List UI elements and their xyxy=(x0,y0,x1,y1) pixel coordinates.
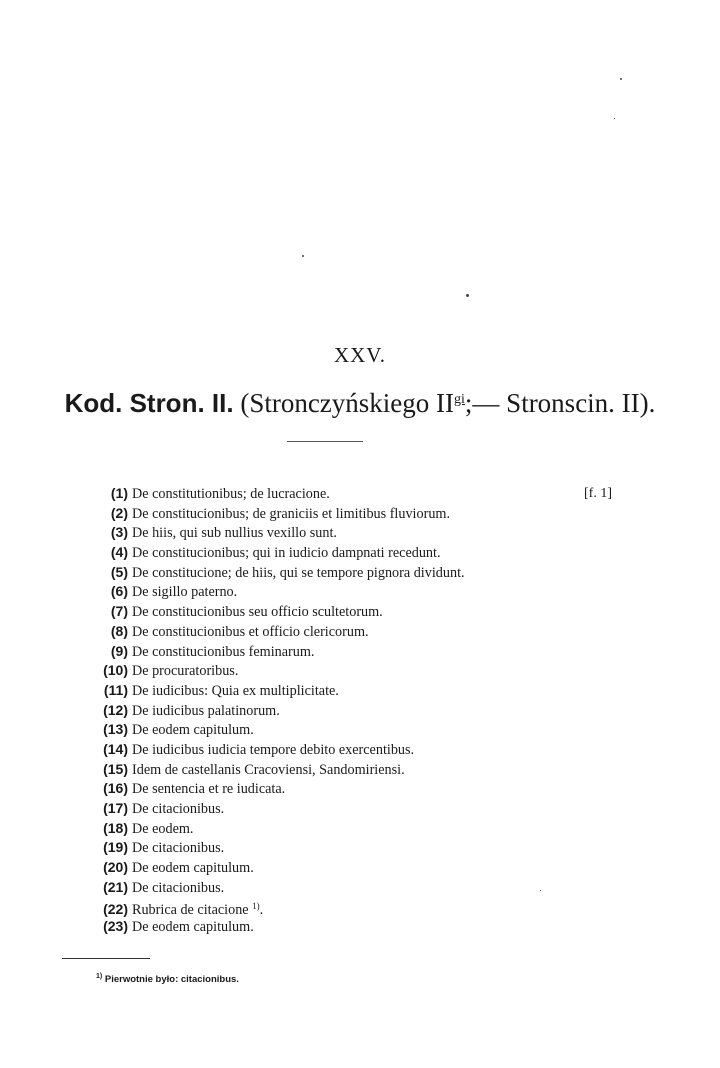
entry-title: De eodem capitulum. xyxy=(132,919,254,936)
entry-number: (10) xyxy=(103,662,128,679)
entry-text xyxy=(132,623,369,643)
entry-text xyxy=(132,643,314,663)
entry-title: De constitucionibus feminarum. xyxy=(132,643,315,660)
entry-text xyxy=(132,603,383,623)
entry-number: (21) xyxy=(103,878,128,895)
toc-entry xyxy=(84,760,604,780)
entry-title: Rubrica de citacione xyxy=(132,902,249,919)
toc-entry xyxy=(84,582,604,602)
entry-title: De procuratoribus. xyxy=(132,663,239,680)
entry-title: De constitucionibus; de graniciis et limitibus fluviorum. xyxy=(132,505,450,522)
entry-text xyxy=(132,524,337,544)
entry-text xyxy=(132,859,254,879)
entry-text xyxy=(132,879,224,899)
entry-number: (17) xyxy=(103,800,128,816)
entry-number: (12) xyxy=(103,701,128,718)
toc-entry xyxy=(84,661,604,681)
toc-entry xyxy=(84,484,612,504)
table-of-contents xyxy=(84,484,612,937)
entry-number: (1) xyxy=(110,485,128,501)
entry-title: De sentencia et re iudicata. xyxy=(132,781,286,798)
entry-title: De eodem capitulum. xyxy=(132,722,254,739)
toc-entry xyxy=(84,779,604,799)
footnote xyxy=(96,973,239,985)
folio-marker: [f. 1] xyxy=(584,486,612,501)
entry-title: De citacionibus. xyxy=(132,801,225,817)
footnote-reference: 1) xyxy=(252,901,260,912)
entry-number: (16) xyxy=(103,780,128,797)
entry-number: (2) xyxy=(110,504,128,521)
entry-text xyxy=(132,583,237,603)
entry-text xyxy=(132,741,414,761)
toc-entry xyxy=(84,917,604,937)
entry-title: De citacionibus. xyxy=(132,840,225,857)
entry-title: De constitucione; de hiis, qui se tempore pignora dividunt. xyxy=(132,564,465,581)
entry-title: De hiis, qui sub nullius vexillo sunt. xyxy=(132,525,337,542)
toc-entry xyxy=(84,897,604,917)
entry-number: (19) xyxy=(103,839,128,856)
entry-title: De iudicibus palatinorum. xyxy=(132,702,280,719)
entry-number: (6) xyxy=(110,583,128,600)
entry-title: De constitucionibus et officio clericorum. xyxy=(132,623,369,640)
entry-number: (11) xyxy=(103,681,128,698)
entry-text xyxy=(132,820,193,840)
entry-tail: . xyxy=(259,902,264,919)
entry-text xyxy=(132,505,450,525)
entry-text xyxy=(132,800,224,820)
entry-text xyxy=(132,662,238,682)
entry-text xyxy=(132,564,465,584)
toc-entry xyxy=(84,819,604,839)
entry-title: De iudicibus: Quia ex multiplicitate. xyxy=(132,682,339,699)
entry-number: (20) xyxy=(103,859,128,876)
entry-text xyxy=(132,544,441,564)
toc-entry xyxy=(84,602,604,622)
entry-text xyxy=(132,918,254,938)
entry-number: (8) xyxy=(110,622,128,639)
scan-speck xyxy=(620,78,622,80)
chapter-number: XXV. xyxy=(333,343,387,367)
entry-number: (9) xyxy=(110,642,128,659)
toc-entry xyxy=(84,543,604,563)
entry-text xyxy=(132,780,285,800)
entry-number: (15) xyxy=(103,760,128,777)
toc-entry xyxy=(84,799,604,819)
entry-number: (22) xyxy=(103,901,128,918)
scan-speck xyxy=(302,255,304,257)
entry-title: De constitucionibus seu officio scultetorum. xyxy=(132,604,383,621)
entry-title: Idem de castellanis Cracoviensi, Sandomiriensi. xyxy=(132,761,405,778)
toc-entry xyxy=(84,563,604,583)
entry-text xyxy=(132,702,280,722)
entry-text xyxy=(132,721,254,741)
entry-number: (7) xyxy=(110,603,128,620)
toc-entry xyxy=(84,720,604,740)
page-title xyxy=(0,388,720,419)
title-divider xyxy=(287,441,363,442)
title-superscript: gi xyxy=(454,392,465,407)
entry-title: De iudicibus iudicia tempore debito exercentibus. xyxy=(132,741,415,758)
entry-title: De citacionibus. xyxy=(132,879,225,896)
scan-speck xyxy=(614,118,615,119)
entry-text xyxy=(132,485,330,505)
entry-title: De eodem. xyxy=(132,820,194,837)
footnote-divider xyxy=(62,958,150,959)
entry-text xyxy=(132,682,339,702)
footnote-text: Pierwotnie było: citacionibus. xyxy=(104,974,239,985)
entry-number: (5) xyxy=(110,563,128,580)
toc-entry xyxy=(84,504,604,524)
toc-entry xyxy=(84,642,604,662)
entry-number: (14) xyxy=(103,740,128,757)
entry-number: (23) xyxy=(103,918,128,935)
title-paren-text: (Stronczyńskiego II xyxy=(240,388,455,418)
entry-number: (18) xyxy=(103,819,128,836)
entry-title: De constitutionibus; de lucracione. xyxy=(132,486,330,502)
footnote-mark: 1) xyxy=(96,973,103,980)
toc-entry xyxy=(84,523,604,543)
toc-entry xyxy=(84,681,604,701)
toc-entry xyxy=(84,878,604,898)
entry-number: (13) xyxy=(103,721,128,738)
entry-text xyxy=(132,839,224,859)
title-code: Kod. Stron. II. xyxy=(64,388,234,418)
entry-text xyxy=(132,761,405,781)
entry-title: De sigillo paterno. xyxy=(132,584,238,601)
toc-entry xyxy=(84,740,604,760)
entry-title: De eodem capitulum. xyxy=(132,860,254,877)
toc-entry xyxy=(84,838,604,858)
toc-entry xyxy=(84,701,604,721)
title-tail: ;— Stronscin. II). xyxy=(464,388,656,418)
entry-number: (3) xyxy=(110,524,128,541)
entry-title: De constitucionibus; qui in iudicio dampnati recedunt. xyxy=(132,545,441,562)
entry-number: (4) xyxy=(110,544,128,561)
scan-speck xyxy=(466,294,469,297)
toc-entry xyxy=(84,622,604,642)
toc-entry xyxy=(84,858,604,878)
